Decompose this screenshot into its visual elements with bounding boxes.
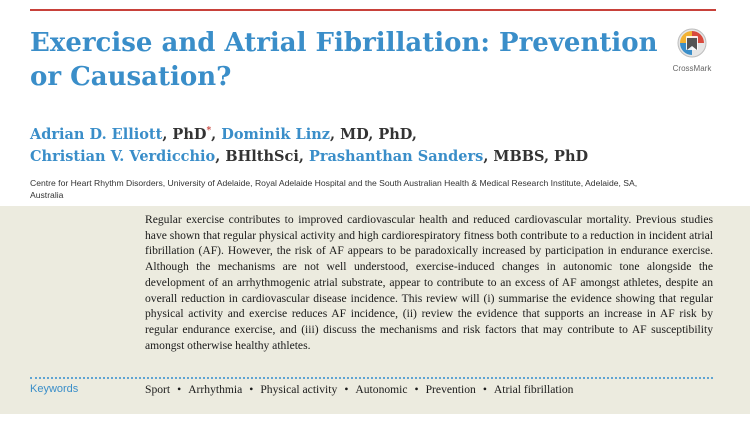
keywords-divider xyxy=(30,377,713,379)
keywords-list xyxy=(145,383,573,396)
crossmark-label: CrossMark xyxy=(672,64,712,73)
keyword-separator: • xyxy=(482,383,487,396)
author-line-1 xyxy=(30,120,730,146)
author-list xyxy=(30,120,730,168)
author-degrees: , BHlthSci, xyxy=(215,147,309,165)
top-rule xyxy=(30,9,716,11)
abstract-text: Regular exercise contributes to improved cardiovascular health and reduced cardiovascular mortality. Previous studies have shown that regular physical activity and high cardiorespiratory fitness both contribute to a reduction in incident atrial fibrillation (AF). However, the risk of AF appears to be paradoxically increased by participation in endurance exercise. Although the mechanisms are not well understood, exercise-induced changes in autonomic tone alongside the development of an arrhythmogenic atrial substrate, appear to contribute to an excess of AF amongst athletes, despite an overall reduction in cardiovascular disease incidence. This review will (i) summarise the evidence showing that regular physical activity and exercise reduces AF incidence, (ii) review the evidence that supports an increase in AF risk by regular endurance exercise, and (iii) discuss the mechanisms and risk factors that may contribute to AF susceptibility amongst otherwise healthy athletes. xyxy=(145,213,713,352)
keyword[interactable]: Prevention xyxy=(425,383,476,396)
author-separator: , xyxy=(211,125,222,143)
author-name[interactable]: Christian V. Verdicchio xyxy=(30,147,216,165)
keyword-separator: • xyxy=(177,383,182,396)
keyword-separator: • xyxy=(249,383,254,396)
keyword[interactable]: Physical activity xyxy=(260,383,338,396)
author-name[interactable]: Prashanthan Sanders xyxy=(308,147,484,165)
author-degrees: , PhD xyxy=(162,125,207,143)
author-name[interactable]: Dominik Linz xyxy=(221,125,331,143)
author-name[interactable]: Adrian D. Elliott xyxy=(30,125,163,143)
crossmark-badge[interactable] xyxy=(671,28,713,73)
author-degrees: , MD, PhD, xyxy=(330,125,417,143)
keyword[interactable]: Autonomic xyxy=(355,383,408,396)
article-title: Exercise and Atrial Fibrillation: Prevention or Causation? xyxy=(30,28,658,92)
keyword[interactable]: Arrhythmia xyxy=(188,383,243,396)
author-line-2 xyxy=(30,146,730,168)
keyword-separator: • xyxy=(344,383,349,396)
author-degrees: , MBBS, PhD xyxy=(483,147,589,165)
affiliation: Centre for Heart Rhythm Disorders, University of Adelaide, Royal Adelaide Hospital and the South Australian Health & Medical Research Institute, Adelaide, SA, Australia xyxy=(30,178,638,200)
crossmark-icon xyxy=(677,28,707,62)
keyword-separator: • xyxy=(414,383,419,396)
keyword[interactable]: Sport xyxy=(145,383,171,396)
keyword[interactable]: Atrial fibrillation xyxy=(493,383,574,396)
keywords-label: Keywords xyxy=(30,383,79,395)
corresponding-author-marker[interactable]: * xyxy=(206,126,212,136)
